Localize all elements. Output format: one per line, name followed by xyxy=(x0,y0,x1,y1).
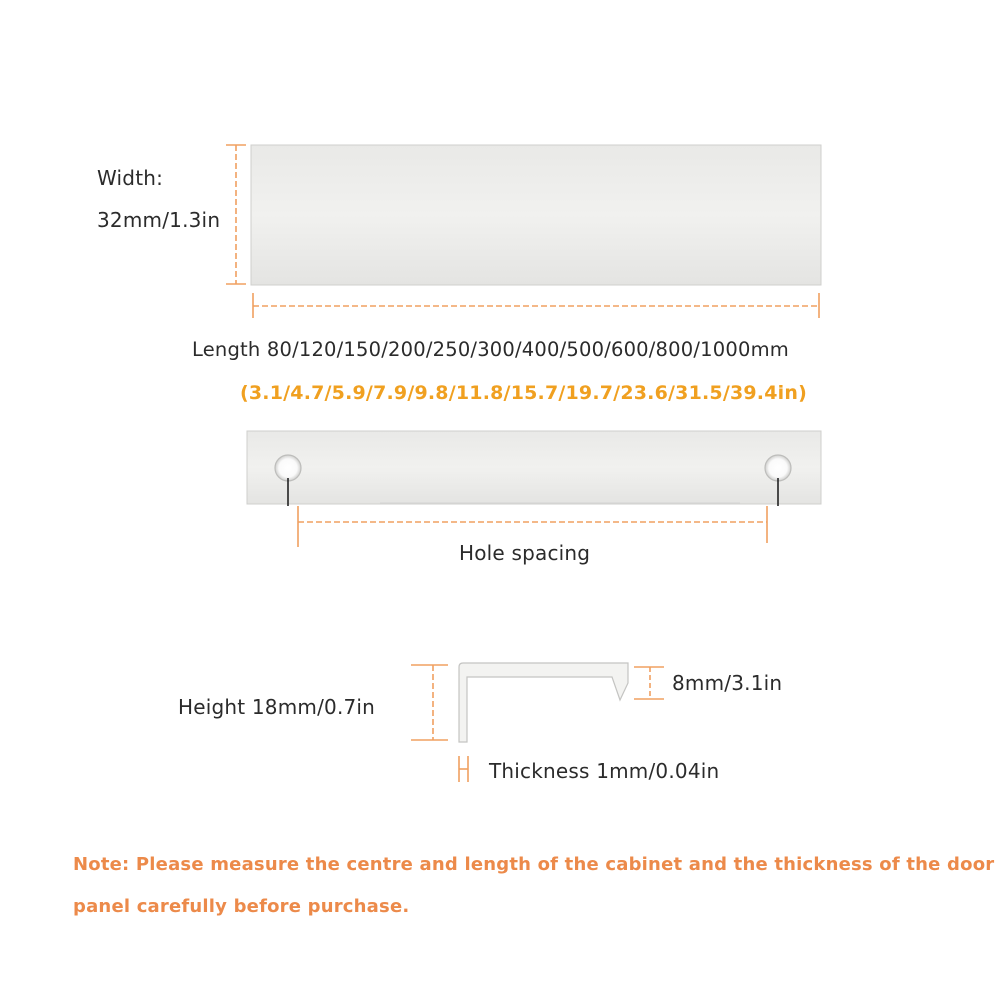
lip-dimension-line xyxy=(634,667,664,699)
handle-profile xyxy=(459,663,628,742)
height-dimension-line xyxy=(411,665,448,740)
lip-label: 8mm/3.1in xyxy=(672,671,783,695)
width-label: Width: xyxy=(97,166,164,190)
width-value: 32mm/1.3in xyxy=(97,208,221,232)
note-line-2: panel carefully before purchase. xyxy=(73,896,410,917)
thickness-label: Thickness 1mm/0.04in xyxy=(489,759,720,783)
note-line-1: Note: Please measure the centre and length of the cabinet and the thickness of the door xyxy=(73,854,995,875)
thickness-dimension-line xyxy=(459,756,468,782)
top-plate xyxy=(251,145,821,285)
length-label: Length 80/120/150/200/250/300/400/500/600/800/1000mm xyxy=(192,338,789,361)
mounting-hole-left xyxy=(275,455,301,481)
width-dimension-line xyxy=(226,145,246,284)
length-dimension-line xyxy=(253,293,819,318)
mounting-hole-right xyxy=(765,455,791,481)
length-inches: (3.1/4.7/5.9/7.9/9.8/11.8/15.7/19.7/23.6/31.5/39.4in) xyxy=(240,382,807,404)
hole-spacing-label: Hole spacing xyxy=(459,541,591,565)
hole-plate xyxy=(247,431,821,504)
height-label: Height 18mm/0.7in xyxy=(178,695,376,719)
